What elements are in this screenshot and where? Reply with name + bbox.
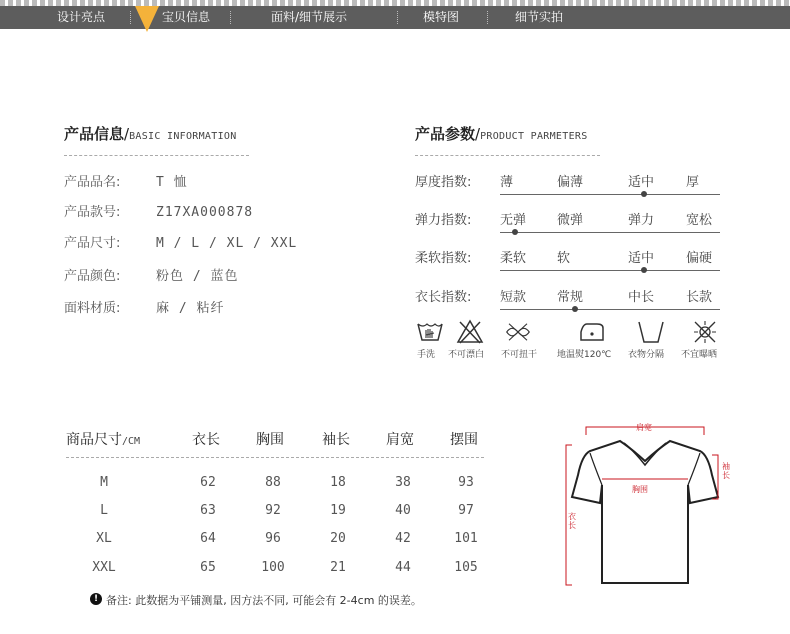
header-chest: 胸围 [256, 432, 284, 448]
parameter-option: 长款 [686, 290, 713, 305]
care-label: 手洗 [417, 350, 436, 360]
table-cell: 105 [454, 560, 478, 575]
info-row-sizes: 产品尺寸: M / L / XL / XXL [64, 236, 298, 251]
length-label: 衣长 [568, 512, 576, 530]
nav-item-fabric-details[interactable]: 面料/细节展示 [271, 10, 348, 24]
table-cell: 38 [395, 475, 411, 490]
low-iron-icon [577, 318, 607, 346]
info-row-name: 产品品名: T 恤 [64, 175, 188, 190]
parameter-scale-line [500, 232, 720, 233]
parameter-label: 弹力指数: [415, 213, 472, 228]
parameter-scale-line [500, 270, 720, 271]
info-row-material: 面料材质: 麻 / 粘纤 [64, 301, 225, 316]
tshirt-diagram [560, 415, 735, 605]
parameter-label: 厚度指数: [415, 175, 472, 190]
care-label: 地温熨120℃ [557, 350, 612, 360]
table-cell: 96 [265, 531, 281, 546]
parameter-option: 中长 [628, 290, 655, 305]
tshirt-sleeve-seam-right [688, 453, 700, 485]
table-cell: 21 [330, 560, 346, 575]
nav-divider [487, 11, 488, 24]
nav-item-product-info[interactable]: 宝贝信息 [162, 10, 211, 24]
size-cell: M [100, 475, 108, 490]
table-cell: 40 [395, 503, 411, 518]
product-info-heading: 产品信息/BASIC INFORMATION [64, 125, 237, 143]
parameters-subtitle: PRODUCT PARMETERS [480, 131, 588, 142]
parameter-option: 弹力 [628, 213, 655, 228]
parameter-option: 薄 [500, 175, 514, 190]
table-cell: 63 [200, 503, 216, 518]
size-cell: XL [96, 531, 112, 546]
table-cell: 97 [458, 503, 474, 518]
parameter-option: 无弹 [500, 213, 527, 228]
sleeve-label: 袖长 [722, 462, 730, 480]
table-cell: 44 [395, 560, 411, 575]
no-wring-icon [503, 318, 533, 346]
parameter-scale-line [500, 194, 720, 195]
parameter-option: 常规 [557, 290, 584, 305]
no-bleach-icon [455, 318, 485, 346]
active-nav-indicator [135, 6, 159, 32]
header-length: 衣长 [192, 432, 220, 448]
care-label: 衣物分隔 [628, 350, 665, 360]
parameter-label: 柔软指数: [415, 251, 472, 266]
header-shoulder: 肩宽 [386, 432, 414, 448]
care-label: 不可扭干 [501, 350, 538, 360]
table-cell: 18 [330, 475, 346, 490]
parameter-option: 软 [557, 251, 571, 266]
size-unit: /CM [122, 436, 141, 447]
hand-wash-icon [415, 318, 445, 346]
parameter-option: 短款 [500, 290, 527, 305]
table-cell: 101 [454, 531, 478, 546]
table-cell: 92 [265, 503, 281, 518]
section-divider [415, 155, 600, 156]
parameter-option: 偏硬 [686, 251, 713, 266]
product-info-subtitle: BASIC INFORMATION [129, 131, 237, 142]
info-icon: ! [90, 593, 102, 605]
section-divider [64, 155, 249, 156]
parameter-option: 偏薄 [557, 175, 584, 190]
table-cell: 20 [330, 531, 346, 546]
table-cell: 19 [330, 503, 346, 518]
header-hem: 摆围 [450, 432, 478, 448]
parameter-option: 适中 [628, 175, 655, 190]
table-cell: 62 [200, 475, 216, 490]
size-cell: XXL [92, 560, 116, 575]
parameter-selected-marker [641, 267, 647, 273]
nav-divider [130, 11, 131, 24]
parameter-option: 宽松 [686, 213, 713, 228]
nav-item-model-photos[interactable]: 模特图 [423, 10, 460, 24]
parameter-option: 适中 [628, 251, 655, 266]
parameter-option: 微弹 [557, 213, 584, 228]
nav-divider [397, 11, 398, 24]
parameter-label: 衣长指数: [415, 290, 472, 305]
nav-item-design-highlights[interactable]: 设计亮点 [57, 10, 106, 24]
shoulder-label: 肩宽 [636, 423, 652, 432]
chest-label: 胸围 [632, 485, 648, 494]
tshirt-outline [572, 441, 718, 583]
table-cell: 100 [261, 560, 285, 575]
care-label: 不可漂白 [448, 350, 485, 360]
parameter-option: 厚 [686, 175, 700, 190]
parameter-selected-marker [641, 191, 647, 197]
tshirt-sleeve-seam-left [590, 453, 602, 485]
top-navigation-bar [0, 6, 790, 29]
nav-divider [230, 11, 231, 24]
info-row-colors: 产品颜色: 粉色 / 蓝色 [64, 269, 239, 284]
table-cell: 88 [265, 475, 281, 490]
parameter-selected-marker [572, 306, 578, 312]
parameters-heading: 产品参数/PRODUCT PARMETERS [415, 125, 588, 143]
size-cell: L [100, 503, 108, 518]
parameter-selected-marker [512, 229, 518, 235]
care-label: 不宜曝晒 [681, 350, 718, 360]
parameter-scale-line [500, 309, 720, 310]
parameter-option: 柔软 [500, 251, 527, 266]
wash-separately-icon [636, 318, 666, 346]
table-cell: 93 [458, 475, 474, 490]
measurement-note: 备注: 此数据为平铺测量, 因方法不同, 可能会有 2-4cm 的误差。 [106, 594, 422, 607]
no-sun-dry-icon [690, 318, 720, 346]
table-divider [66, 457, 484, 458]
table-cell: 65 [200, 560, 216, 575]
header-sleeve: 袖长 [322, 432, 350, 448]
nav-item-detail-photos[interactable]: 细节实拍 [515, 10, 564, 24]
table-cell: 42 [395, 531, 411, 546]
table-cell: 64 [200, 531, 216, 546]
size-table-title: 商品尺寸/CM [66, 432, 141, 448]
info-row-style-number: 产品款号: Z17XA000878 [64, 205, 254, 220]
